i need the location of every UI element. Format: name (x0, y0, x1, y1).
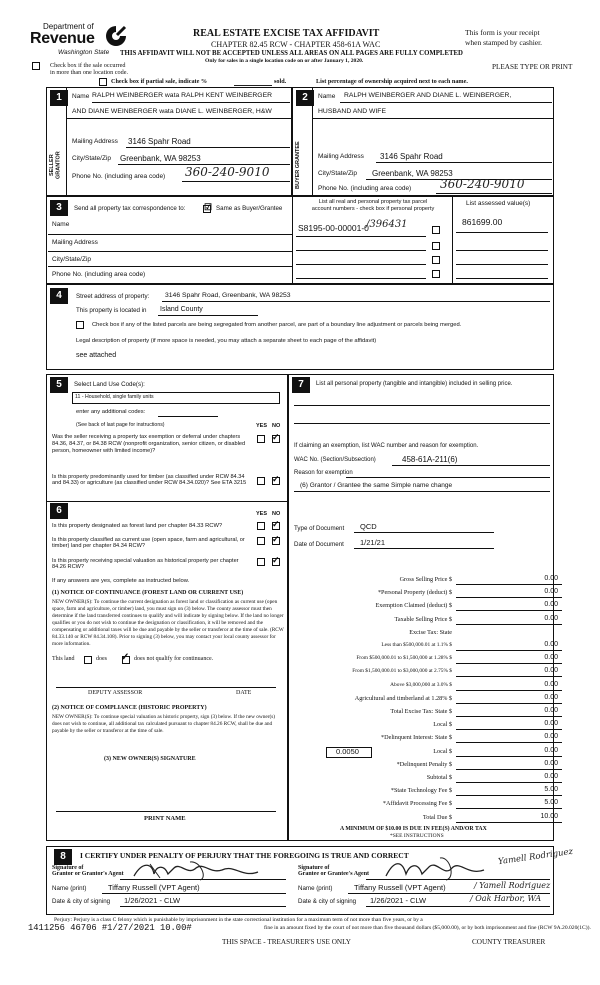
seller-city[interactable]: Greenbank, WA 98253 (120, 154, 201, 163)
personal-property-label: List all personal property (tangible and intangible) included in selling price. (316, 381, 513, 387)
grantee-name-hw: / Yamell Rodriguez (474, 881, 551, 890)
street-address[interactable]: 3146 Spahr Road, Greenbank, WA 98253 (165, 292, 291, 299)
legal-description[interactable]: see attached (76, 352, 117, 359)
section-4-badge: 4 (50, 288, 68, 304)
parcel-2-personal-checkbox[interactable] (432, 242, 440, 250)
seller-city-label: City/State/Zip (72, 155, 112, 162)
seller-phone-label: Phone No. (including area code) (72, 173, 166, 180)
sold-label: sold. (274, 78, 287, 85)
street-label: Street address of property: (76, 293, 150, 300)
partial-sale-checkbox[interactable] (99, 78, 107, 86)
segregated-checkbox[interactable] (76, 321, 84, 329)
tax-row-label: Above $3,000,000 at 3.0% $ (390, 682, 452, 688)
grantee-top-signature-hw: Yamell Rodriguez (497, 846, 574, 868)
buyer-name-label: Name (318, 93, 336, 100)
perjury-line2: fine in an amount fixed by the court of not more than five thousand dollars ($5,000.00), or by both imprisonment and fine (RCW 9A.20.020(1C)). (264, 925, 591, 931)
multi-location-label2: in more than one location code. (50, 69, 129, 76)
grantor-sig-label1: Signature of (52, 865, 84, 871)
s6-q2-check-icon: ✓ (272, 534, 280, 544)
s6-q1-check-icon: ✓ (272, 519, 280, 529)
tax-row-value[interactable]: 0.00 (544, 733, 558, 740)
tax-row-line (456, 822, 562, 823)
parcel-number-hw: /396431 (366, 219, 408, 230)
this-land-label: This land (52, 656, 75, 662)
tax-row-label: *Delinquent Interest: State $ (381, 734, 452, 741)
s6-question-1: Is this property designated as forest land per chapter 84.33 RCW? (52, 523, 223, 529)
local-rate: 0.0050 (336, 747, 359, 756)
receipt-line2: when stamped by cashier. (465, 38, 543, 47)
doc-type-label: Type of Document (294, 525, 345, 532)
reason-label: Reason for exemption (294, 470, 353, 476)
tax-row-label: Local $ (433, 721, 452, 728)
seller-phone[interactable]: 360-240-9010 (185, 165, 270, 179)
form-note: Only for sales in a single location code on or after January 1, 2020. (205, 58, 364, 64)
tax-row-label: Subtotal $ (426, 774, 452, 781)
tax-row-value[interactable]: 0.00 (544, 760, 558, 767)
s6-q2-yes-checkbox[interactable] (257, 537, 265, 545)
tax-row-value[interactable]: 0.00 (544, 601, 558, 608)
s6-question-2: Is this property classified as current use (open space, farm and agricultural, or timber) land per chapter 84.34 RCW? (52, 537, 245, 550)
buyer-side-label: BUYER GRANTEE (295, 141, 301, 189)
continuance-title: (1) NOTICE OF CONTINUANCE (FOREST LAND OR CURRENT USE) (52, 590, 244, 596)
tax-row-label: Exemption Claimed (deduct) $ (375, 602, 452, 609)
print-name-label: PRINT NAME (144, 815, 186, 822)
tax-row-label: *Delinquent Penalty $ (396, 761, 452, 768)
type-note: PLEASE TYPE OR PRINT (492, 63, 573, 71)
tax-row-value[interactable]: 5.00 (544, 786, 558, 793)
continuance-body: NEW OWNER(S): To continue the current designation as forest land or classification as current use (open space, farm and agriculture, or timber) land, you must sign on (3) below. The county assessor must then determine if the land transferred continues to qualify and will indicate by signing below. If the land no longer qualifies or you do not wish to continue the designation or classification, it will be removed and the compensating or additional taxes will be due and payable by the seller or transferor at the time of sale. (RCW 84.33.140 or RCW 84.34.108). Prior to signing (3) below, you may contact your local county assessor for more information. (52, 599, 284, 648)
s6-no-label: NO (272, 511, 281, 517)
tax-row-label: *State Technology Fee $ (390, 787, 452, 794)
county[interactable]: Island County (160, 306, 203, 313)
seller-name-line2[interactable]: AND DIANE WEINBERGER wata DIANE L. WEINBERGER, H&W (72, 108, 272, 115)
tax-row-line (456, 808, 562, 809)
parcel-4-personal-checkbox[interactable] (432, 270, 440, 278)
tax-row-value[interactable]: 0.00 (544, 707, 558, 714)
s5-yes-label: YES (256, 423, 268, 429)
receipt-line1: This form is your receipt (465, 28, 540, 37)
land-does-checkbox[interactable] (84, 656, 92, 664)
tax-row-line (456, 756, 562, 757)
parcel-header-line2: account numbers - check box if personal property (311, 206, 435, 212)
exemption-label: If claiming an exemption, list WAC number and reason for exemption. (294, 443, 479, 449)
tax-row-line (456, 716, 562, 717)
partial-sale-line[interactable] (234, 85, 272, 86)
tax-row-value[interactable]: 0.00 (544, 575, 558, 582)
treasurer-space-label: THIS SPACE - TREASURER'S USE ONLY (222, 938, 351, 946)
grantor-sig-label2: Grantor or Grantor's Agent (52, 871, 124, 877)
tax-row-line (456, 742, 562, 743)
s5-q1-yes-checkbox[interactable] (257, 435, 265, 443)
buyer-mailing[interactable]: 3146 Spahr Road (380, 152, 443, 161)
section-5-badge: 5 (50, 377, 68, 393)
tax-row-line (456, 624, 562, 625)
section-6-badge: 6 (50, 503, 68, 519)
buyer-phone-label: Phone No. (including area code) (318, 185, 412, 192)
tax-row-label: Agricultural and timberland at 1.28% $ (354, 695, 452, 702)
parcel-header-line1: List all real and personal property tax parcel (318, 199, 428, 205)
tax-row-line (456, 729, 562, 730)
s5-no-label: NO (272, 423, 281, 429)
land-does-not-check-icon: ✓ (121, 652, 130, 663)
exemption-reason[interactable]: (6) Grantor / Grantee the same Simple name change (300, 482, 453, 489)
land-does-label: does (96, 656, 107, 662)
buyer-city[interactable]: Greenbank, WA 98253 (372, 169, 453, 178)
s3-name-label: Name (52, 221, 70, 228)
tax-row-value[interactable]: 0.00 (544, 588, 558, 595)
land-does-not-label: does not qualify for continuance. (134, 656, 214, 662)
grantee-city-hw: / Oak Harbor, WA (470, 894, 542, 903)
multi-location-label1: Check box if the sale occurred (50, 62, 126, 69)
s6-q1-yes-checkbox[interactable] (257, 522, 265, 530)
grantee-date-label: Date & city of signing (298, 898, 357, 905)
form-title: REAL ESTATE EXCISE TAX AFFIDAVIT (193, 28, 380, 39)
assessed-header: List assessed value(s) (466, 200, 531, 207)
tax-row-label: Less than $500,000.01 at 1.1% $ (381, 642, 452, 648)
certify-statement: I CERTIFY UNDER PENALTY OF PERJURY THAT THE FOREGOING IS TRUE AND CORRECT (80, 851, 409, 860)
section-8-badge: 8 (54, 849, 72, 865)
grantor-name-label: Name (print) (52, 885, 87, 892)
tax-row-value[interactable]: 0.00 (544, 747, 558, 754)
s3-phone-label: Phone No. (including area code) (52, 271, 146, 278)
compliance-body: NEW OWNER(S): To continue special valuation as historic property, sign (3) below. If the new owner(s) does not wish to continue, all additional tax calculated pursuant to chapter 84.26 RCW, shall be due and payable by the seller or transferor at the time of sale. (52, 714, 276, 735)
tax-row-line (456, 690, 562, 691)
tax-row-line (456, 795, 562, 796)
s3-city-label: City/State/Zip (52, 256, 92, 263)
county-treasurer-label: COUNTY TREASURER (472, 938, 546, 946)
tax-row-label: From $1,500,000.01 to $3,000,000 at 2.75% $ (352, 668, 452, 674)
multi-location-checkbox[interactable] (32, 62, 40, 70)
tax-row-label: Local $ (433, 748, 452, 755)
tax-row-label: Excise Tax: State (409, 629, 452, 636)
s6-q3-yes-checkbox[interactable] (257, 558, 265, 566)
grantee-sig-label1: Signature of (298, 865, 330, 871)
send-correspondence-label: Send all property tax correspondence to: (74, 205, 186, 212)
wac-number[interactable]: 458-61A-211(6) (402, 455, 458, 464)
buyer-phone[interactable]: 360-240-9010 (440, 177, 525, 191)
tax-row-line (456, 676, 562, 677)
compliance-title: (2) NOTICE OF COMPLIANCE (HISTORIC PROPERTY) (52, 705, 207, 711)
tax-row-line (456, 584, 562, 585)
seller-name-label: Name (72, 93, 90, 100)
tax-row-value[interactable]: 0.00 (544, 694, 558, 701)
tax-row-line (456, 650, 562, 651)
tax-row-label: *Personal Property (deduct) $ (377, 589, 452, 596)
tax-row-value[interactable]: 0.00 (544, 615, 558, 622)
grantee-name-label: Name (print) (298, 885, 333, 892)
s3-mailing-label: Mailing Address (52, 239, 98, 246)
s5-question-1: Was the seller receiving a property tax exemption or deferral under chapters 84.36, 84.37, or 84.38 RCW (nonprofit organization, senior citizen, or disabled person, homeowner with limited income)? (52, 434, 246, 454)
tax-row-value[interactable]: 0.00 (544, 641, 558, 648)
s5-q2-check-icon: ✓ (272, 474, 280, 484)
s6-q3-check-icon: ✓ (272, 555, 280, 565)
dept-state: Washington State (58, 49, 110, 56)
buyer-city-label: City/State/Zip (318, 170, 358, 177)
form-subtitle: CHAPTER 82.45 RCW - CHAPTER 458-61A WAC (211, 40, 381, 49)
seller-mailing[interactable]: 3146 Spahr Road (128, 137, 191, 146)
tax-row-value[interactable]: 10.00 (540, 813, 558, 820)
see-back-label: (See back of last page for instructions) (76, 422, 165, 428)
grantor-name[interactable]: Tiffany Russell (VPT Agent) (108, 883, 200, 892)
tax-row-label: Gross Selling Price $ (399, 576, 452, 583)
section-7-badge: 7 (292, 377, 310, 393)
tax-row-line (456, 769, 562, 770)
section-3-badge: 3 (50, 200, 68, 216)
partial-sale-label: Check box if partial sale, indicate % (111, 78, 208, 85)
tax-row-value[interactable]: 0.00 (544, 667, 558, 674)
tax-row-label: *Affidavit Processing Fee $ (382, 800, 452, 807)
new-owner-signature-title: (3) NEW OWNER(S) SIGNATURE (104, 756, 196, 762)
tax-row-line (456, 597, 562, 598)
tax-row-value[interactable]: 0.00 (544, 720, 558, 727)
wac-label: WAC No. (Section/Subsection) (294, 457, 376, 463)
legal-label: Legal description of property (if more space is needed, you may attach a separate sheet to each page of the affidavit) (76, 338, 377, 344)
parcel-1-personal-checkbox[interactable] (432, 226, 440, 234)
grantee-date[interactable]: 1/26/2021 - CLW (370, 896, 427, 905)
perjury-line1: Perjury: Perjury is a class C felony which is punishable by imprisonment in the state correctional institution for a maximum term of not more than five years, or by a (54, 917, 423, 923)
tax-row-label: From $500,000.01 to $1,500,000 at 1.28% $ (356, 655, 452, 661)
dept-line1: Department of (43, 22, 94, 31)
seller-mailing-label: Mailing Address (72, 138, 118, 145)
doc-type[interactable]: QCD (360, 522, 377, 531)
tax-row-value[interactable]: 5.00 (544, 799, 558, 806)
assessor-date-label: DATE (236, 690, 252, 696)
tax-row-line (456, 610, 562, 611)
tax-row-line (456, 782, 562, 783)
grantee-sig-label2: Grantee or Grantee's Agent (298, 871, 370, 877)
receipt-stamp: 1411256 46706 #1/27/2021 10.00# (28, 923, 196, 933)
grantor-date-label: Date & city of signing (52, 898, 111, 905)
land-use-value: 11 - Household, single family units (75, 394, 154, 400)
tax-row-label: Total Due $ (422, 814, 452, 821)
ownership-label: List percentage of ownership acquired next to each name. (316, 78, 468, 85)
tax-row-value[interactable]: 0.00 (544, 654, 558, 661)
parcel-number[interactable]: S8195-00-00001-0 (298, 223, 369, 233)
located-label: This property is located in (76, 307, 147, 314)
segregated-note: Check box if any of the listed parcels are being segregated from another parcel, are part of a boundary line adjustment or parcels being merged. (92, 322, 462, 328)
s5-question-2: Is this property predominantly used for timber (as classified under RCW 84.34 and 84.33) or agriculture (as classified under RCW 84.34.020)? See ETA 3215 (52, 474, 247, 487)
see-instructions: *SEE INSTRUCTIONS (390, 833, 444, 839)
tax-row-label: Taxable Selling Price $ (394, 616, 452, 623)
grantee-name[interactable]: Tiffany Russell (VPT Agent) (354, 883, 446, 892)
buyer-name-line2[interactable]: HUSBAND AND WIFE (318, 108, 386, 115)
tax-row-line (456, 703, 562, 704)
if-yes-note: If any answers are yes, complete as instructed below. (52, 578, 190, 584)
same-as-buyer-check-icon: ☑ (204, 202, 213, 212)
tax-row-label: Total Excise Tax: State $ (390, 708, 452, 715)
additional-codes-label: enter any additional codes: (76, 409, 146, 415)
s6-question-3: Is this property receiving special valuation as historical property per chapter 84.26 RCW? (52, 558, 239, 571)
s5-q2-yes-checkbox[interactable] (257, 477, 265, 485)
section-1-badge: 1 (50, 90, 68, 106)
seller-side-label: SELLER GRANTOR (49, 151, 62, 179)
s5-q1-check-icon: ✓ (272, 432, 280, 442)
grantor-date[interactable]: 1/26/2021 - CLW (124, 896, 181, 905)
parcel-3-personal-checkbox[interactable] (432, 256, 440, 264)
same-as-buyer-label: Same as Buyer/Grantee (216, 205, 283, 212)
minimum-note: A MINIMUM OF $10.00 IS DUE IN FEE(S) AND/OR TAX (340, 826, 487, 832)
doc-date-label: Date of Document (294, 541, 344, 548)
s6-yes-label: YES (256, 511, 268, 517)
deputy-assessor-label: DEPUTY ASSESSOR (88, 690, 143, 696)
buyer-mailing-label: Mailing Address (318, 153, 364, 160)
revenue-logo-icon (105, 24, 127, 48)
form-warning: THIS AFFIDAVIT WILL NOT BE ACCEPTED UNLESS ALL AREAS ON ALL PAGES ARE FULLY COMPLETED (120, 50, 463, 57)
dept-logo-text: Revenue (30, 30, 95, 47)
tax-row-value[interactable]: 0.00 (544, 681, 558, 688)
tax-row-line (456, 663, 562, 664)
section-2-badge: 2 (296, 90, 314, 106)
doc-date[interactable]: 1/21/21 (360, 538, 386, 547)
seller-name-line1[interactable]: RALPH WEINBERGER wata RALPH KENT WEINBERGER (92, 92, 273, 99)
tax-row-value[interactable]: 0.00 (544, 773, 558, 780)
buyer-name-line1[interactable]: RALPH WEINBERGER AND DIANE L. WEINBERGER, (344, 92, 512, 99)
land-use-label: Select Land Use Code(s): (74, 381, 145, 388)
assessed-value[interactable]: 861699.00 (462, 217, 503, 227)
